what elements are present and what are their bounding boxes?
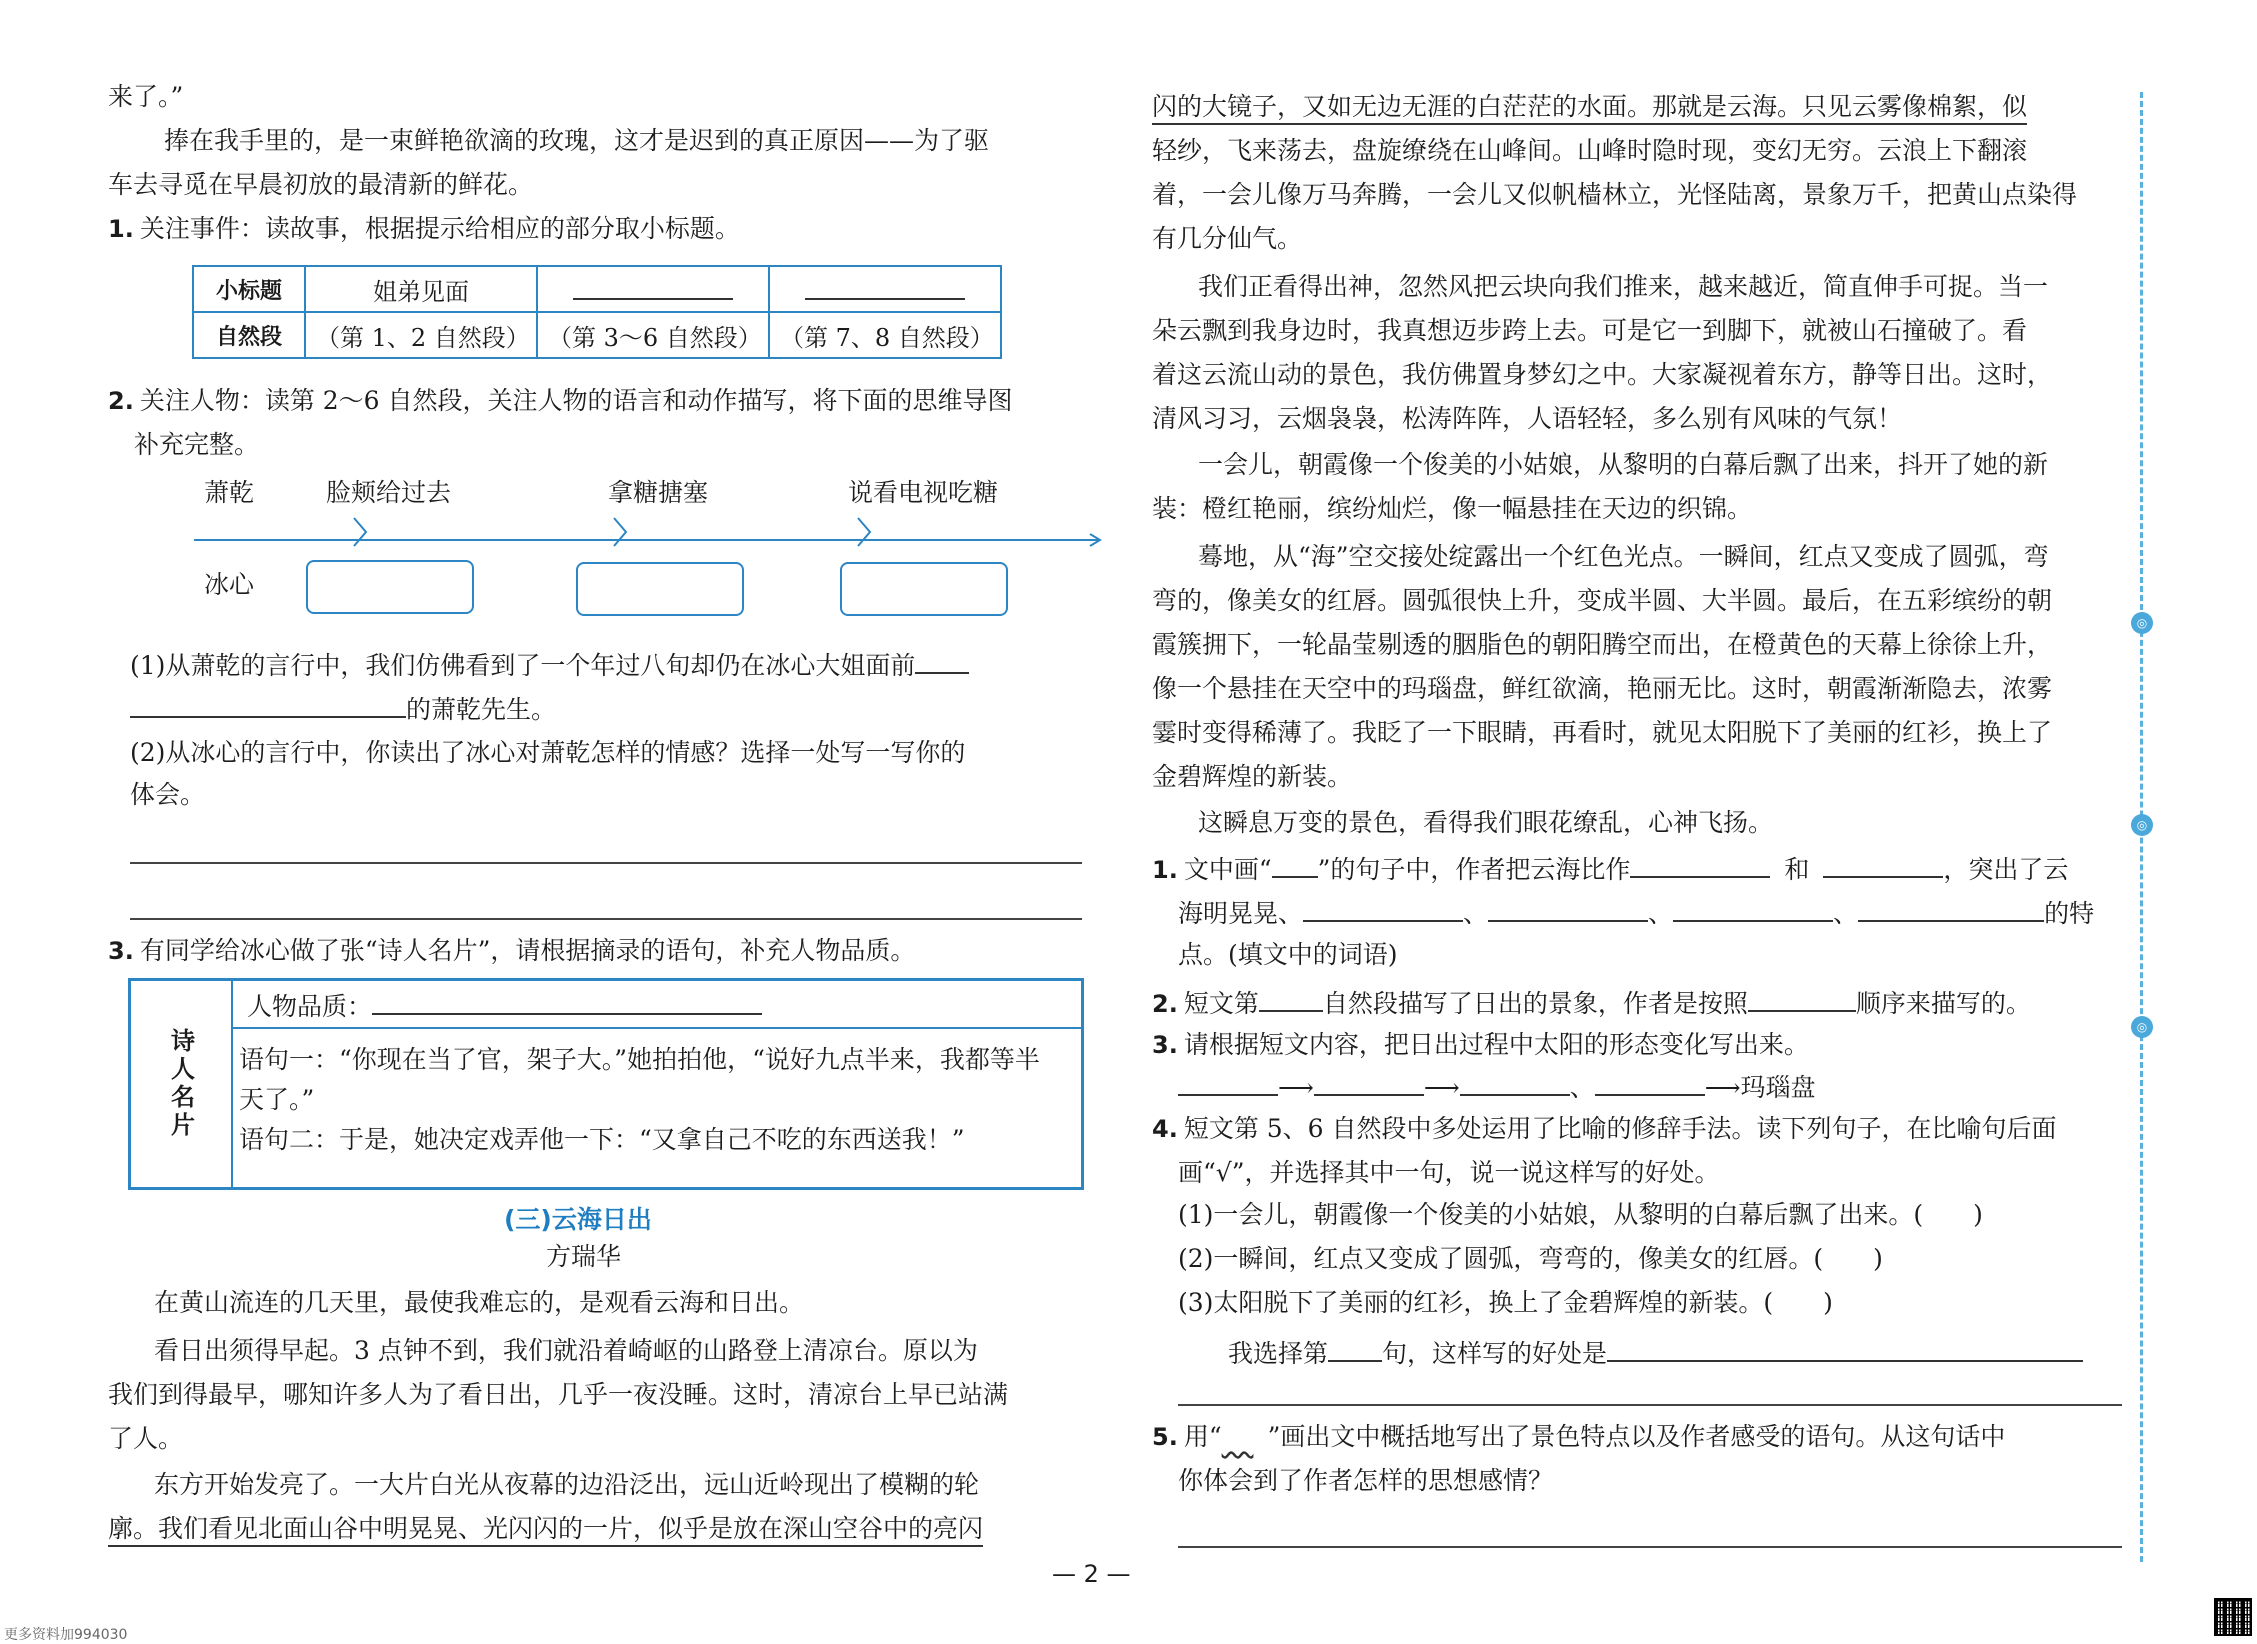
question-text: 画“√”，并选择其中一句，说一说这样写的好处。 bbox=[1178, 1158, 1720, 1187]
passage-line: 看日出须得早起。3 点钟不到，我们就沿着崎岖的山路登上清凉台。原以为 bbox=[154, 1336, 978, 1365]
mindmap-label-bingxin: 冰心 bbox=[204, 570, 255, 599]
poet-card bbox=[128, 978, 1084, 1190]
question-text: 补充完整。 bbox=[134, 430, 260, 459]
question-4 bbox=[1152, 1112, 2057, 1146]
sub-question-text: (1)从萧乾的言行中，我们仿佛看到了一个年过八旬却仍在冰心大姐面前 bbox=[130, 651, 916, 680]
question-text: 用“ bbox=[1183, 1422, 1222, 1451]
mindmap-item: 说看电视吃糖 bbox=[848, 478, 999, 507]
passage-line: 着这云流山动的景色，我仿佛置身梦幻之中。大家凝视着东方，静等日出。这时， bbox=[1152, 360, 2053, 389]
mindmap-answer-box[interactable] bbox=[306, 560, 474, 614]
sentence-option[interactable]: (1)一会儿，朝霞像一个俊美的小姑娘，从黎明的白幕后飘了出来。( ) bbox=[1178, 1200, 1983, 1229]
binding-dot-icon: ◎ bbox=[2131, 612, 2153, 634]
passage-line: 金碧辉煌的新装。 bbox=[1152, 762, 1353, 791]
sentence-option[interactable]: (3)太阳脱下了美丽的红衫，换上了金碧辉煌的新装。( ) bbox=[1178, 1288, 1833, 1317]
question-text: 、 bbox=[1463, 899, 1489, 928]
question-text: 自然段描写了日出的景象，作者是按照 bbox=[1322, 989, 1748, 1018]
question-1-cont bbox=[1178, 894, 2094, 931]
answer-blank[interactable] bbox=[1178, 1068, 1278, 1096]
passage-line: 霎时变得稀薄了。我眨了一下眼睛，再看时，就见太阳脱下了美丽的红衫，换上了 bbox=[1152, 718, 2053, 747]
question-number: 2. bbox=[1152, 990, 1178, 1018]
answer-blank[interactable] bbox=[1673, 894, 1833, 922]
arrow-icon: ⟶ bbox=[1704, 1073, 1741, 1102]
question-5 bbox=[1152, 1420, 2005, 1454]
passage-line: 蓦地，从“海”空交接处绽露出一个红色光点。一瞬间，红点又变成了圆弧，弯 bbox=[1198, 542, 2049, 571]
mindmap-answer-box[interactable] bbox=[840, 562, 1008, 616]
quote-2: 语句二：于是，她决定戏弄他一下：“又拿自己不吃的东西送我！” bbox=[239, 1125, 965, 1154]
question-text: 关注事件：读故事，根据提示给相应的部分取小标题。 bbox=[139, 214, 740, 243]
passage-line: 弯的，像美女的红唇。圆弧很快上升，变成半圆、大半圆。最后，在五彩缤纷的朝 bbox=[1152, 586, 2053, 615]
watermark: 更多资料加994030 bbox=[4, 1627, 128, 1643]
binding-dot-icon: ◎ bbox=[2131, 814, 2153, 836]
passage-line: 我们到得最早，哪知许多人为了看日出，几乎一夜没睡。这时，清凉台上早已站满 bbox=[108, 1380, 1009, 1409]
answer-blank[interactable] bbox=[1858, 894, 2044, 922]
mindmap-item: 拿糖搪塞 bbox=[608, 478, 709, 507]
question-text: 短文第 5、6 自然段中多处运用了比喻的修辞手法。读下列句子，在比喻句后面 bbox=[1183, 1114, 2057, 1143]
divider bbox=[231, 1027, 1081, 1029]
passage-line: 一会儿，朝霞像一个俊美的小姑娘，从黎明的白幕后飘了出来，抖开了她的新 bbox=[1198, 450, 2049, 479]
answer-blank[interactable] bbox=[1303, 894, 1463, 922]
separator: 、 bbox=[1569, 1073, 1595, 1102]
question-2 bbox=[1152, 984, 2031, 1021]
question-text: 和 bbox=[1784, 855, 1810, 884]
question-text: 你体会到了作者怎样的思想感情？ bbox=[1178, 1466, 1554, 1495]
table-cell: （第 7、8 自然段） bbox=[769, 312, 1001, 358]
passage-line: 在黄山流连的几天里，最使我难忘的，是观看云海和日出。 bbox=[154, 1288, 805, 1317]
question-number: 1. bbox=[1152, 856, 1178, 884]
passage-line: 车去寻觅在早晨初放的最清新的鲜花。 bbox=[108, 170, 534, 199]
section-title: (三)云海日出 bbox=[504, 1205, 652, 1234]
passage-line: 像一个悬挂在天空中的玛瑙盘，鲜红欲滴，艳丽无比。这时，朝霞渐渐隐去，浓雾 bbox=[1152, 674, 2053, 703]
passage-line: 轻纱，飞来荡去，盘旋缭绕在山峰间。山峰时隐时现，变幻无穷。云浪上下翻滚 bbox=[1152, 136, 2028, 165]
question-text: 文中画“ bbox=[1183, 855, 1272, 884]
passage-line: 朵云飘到我身边时，我真想迈步跨上去。可是它一到脚下，就被山石撞破了。看 bbox=[1152, 316, 2028, 345]
underlined-sentence: 闪的大镜子，又如无边无涯的白茫茫的水面。那就是云海。只见云雾像棉絮，似 bbox=[1152, 92, 2027, 125]
question-text: 句，这样写的好处是 bbox=[1382, 1339, 1608, 1368]
sun-sequence bbox=[1178, 1068, 1816, 1105]
quote-1-cont: 天了。” bbox=[239, 1085, 315, 1114]
mindmap-answer-box[interactable] bbox=[576, 562, 744, 616]
arrow-icon: ⟶ bbox=[1423, 1073, 1460, 1102]
sub-question bbox=[130, 690, 556, 727]
question-number: 4. bbox=[1152, 1115, 1178, 1143]
choose-line bbox=[1228, 1334, 2083, 1371]
page-number: — 2 — bbox=[1052, 1560, 1131, 1588]
table-cell: 姐弟见面 bbox=[305, 266, 537, 312]
answer-blank[interactable] bbox=[1328, 1334, 1382, 1362]
question-number: 5. bbox=[1152, 1423, 1178, 1451]
passage-line: 了人。 bbox=[108, 1424, 184, 1453]
author: 方瑞华 bbox=[546, 1242, 622, 1271]
passage-line: 我们正看得出神，忽然风把云块向我们推来，越来越近，简直伸手可捉。当一 bbox=[1198, 272, 2049, 301]
quote-1: 语句一：“你现在当了官，架子大。”她拍拍他，“说好九点半来，我都等半 bbox=[239, 1045, 1040, 1074]
table-cell: （第 3～6 自然段） bbox=[537, 312, 769, 358]
question-2 bbox=[108, 384, 1013, 418]
question-number: 3. bbox=[1152, 1031, 1178, 1059]
sub-question-text: 体会。 bbox=[130, 780, 206, 809]
question-text: 海明晃晃、 bbox=[1178, 899, 1304, 928]
question-text: 点。(填文中的词语) bbox=[1178, 940, 1398, 969]
question-text: 短文第 bbox=[1183, 989, 1259, 1018]
answer-blank-cell[interactable] bbox=[537, 266, 769, 312]
subtitle-table bbox=[192, 265, 1002, 359]
answer-blank[interactable] bbox=[1460, 1068, 1570, 1096]
table-head: 自然段 bbox=[193, 312, 305, 358]
answer-line[interactable] bbox=[130, 918, 1082, 920]
answer-blank[interactable] bbox=[1488, 894, 1648, 922]
question-text: ”的句子中，作者把云海比作 bbox=[1317, 855, 1631, 884]
question-text: ”画出文中概括地写出了景色特点以及作者感受的语句。从这句话中 bbox=[1267, 1422, 2006, 1451]
wavy-line-mark bbox=[1222, 1420, 1268, 1454]
question-text: 顺序来描写的。 bbox=[1855, 989, 2031, 1018]
answer-blank[interactable] bbox=[1259, 984, 1323, 1012]
question-1 bbox=[1152, 850, 2068, 887]
question-text: 我选择第 bbox=[1228, 1339, 1329, 1368]
question-text: 有同学给冰心做了张“诗人名片”，请根据摘录的语句，补充人物品质。 bbox=[139, 936, 916, 965]
quality-input[interactable] bbox=[372, 987, 762, 1015]
answer-blank[interactable] bbox=[130, 690, 406, 718]
question-number: 2. bbox=[108, 387, 134, 415]
quality-label: 人物品质： bbox=[247, 992, 373, 1021]
sentence-option[interactable]: (2)一瞬间，红点又变成了圆弧，弯弯的，像美女的红唇。( ) bbox=[1178, 1244, 1883, 1273]
question-text: ，突出了云 bbox=[1943, 855, 2069, 884]
answer-blank[interactable] bbox=[1314, 1068, 1424, 1096]
question-number: 3. bbox=[108, 937, 134, 965]
underlined-sentence: 廓。我们看见北面山谷中明晃晃、光闪闪的一片，似乎是放在深山空谷中的亮闪 bbox=[108, 1514, 983, 1547]
question-1 bbox=[108, 212, 740, 246]
answer-blank[interactable] bbox=[915, 646, 969, 674]
sequence-end: 玛瑙盘 bbox=[1740, 1073, 1816, 1102]
answer-line[interactable] bbox=[1178, 1404, 2122, 1406]
answer-blank[interactable] bbox=[1823, 850, 1943, 878]
answer-blank[interactable] bbox=[1607, 1334, 2083, 1362]
passage-line: 有几分仙气。 bbox=[1152, 224, 1303, 253]
question-text: 关注人物：读第 2～6 自然段，关注人物的语言和动作描写，将下面的思维导图 bbox=[139, 386, 1013, 415]
quality-field bbox=[247, 987, 762, 1024]
passage-line: 捧在我手里的，是一束鲜艳欲滴的玫瑰，这才是迟到的真正原因——为了驱 bbox=[164, 126, 990, 155]
question-text: 的特 bbox=[2044, 899, 2095, 928]
answer-blank bbox=[1272, 850, 1318, 878]
sub-question bbox=[130, 646, 969, 683]
table-head: 小标题 bbox=[193, 266, 305, 312]
question-3 bbox=[108, 934, 915, 968]
sub-question-text: 的萧乾先生。 bbox=[406, 695, 557, 724]
passage-line: 来了。” bbox=[108, 82, 184, 111]
answer-line[interactable] bbox=[1178, 1546, 2122, 1548]
question-3 bbox=[1152, 1028, 1809, 1062]
question-text: 、 bbox=[1648, 899, 1674, 928]
question-text: 、 bbox=[1833, 899, 1859, 928]
answer-blank[interactable] bbox=[1595, 1068, 1705, 1096]
mindmap-item: 脸颊给过去 bbox=[326, 478, 452, 507]
passage-line: 霞簇拥下，一轮晶莹剔透的胭脂色的朝阳腾空而出，在橙黄色的天幕上徐徐上升， bbox=[1152, 630, 2053, 659]
poet-card-label: 诗人名片 bbox=[131, 981, 233, 1187]
sub-question-text: (2)从冰心的言行中，你读出了冰心对萧乾怎样的情感？选择一处写一写你的 bbox=[130, 738, 966, 767]
answer-blank[interactable] bbox=[1748, 984, 1856, 1012]
passage-line: 清风习习，云烟袅袅，松涛阵阵，人语轻轻，多么别有风味的气氛！ bbox=[1152, 404, 1903, 433]
table-cell: （第 1、2 自然段） bbox=[305, 312, 537, 358]
answer-blank-cell[interactable] bbox=[769, 266, 1001, 312]
qr-code-icon bbox=[2214, 1598, 2252, 1636]
question-text: 请根据短文内容，把日出过程中太阳的形态变化写出来。 bbox=[1183, 1030, 1809, 1059]
passage-line: 东方开始发亮了。一大片白光从夜幕的边沿泛出，远山近岭现出了模糊的轮 bbox=[154, 1470, 980, 1499]
answer-line[interactable] bbox=[130, 862, 1082, 864]
passage-line bbox=[108, 1512, 983, 1546]
passage-line: 装：橙红艳丽，缤纷灿烂，像一幅悬挂在天边的织锦。 bbox=[1152, 494, 1753, 523]
arrow-icon: ⟶ bbox=[1278, 1073, 1314, 1102]
passage-line: 着，一会儿像万马奔腾，一会儿又似帆樯林立，光怪陆离，景象万千，把黄山点染得 bbox=[1152, 180, 2078, 209]
mindmap-label-xiaoqian: 萧乾 bbox=[204, 478, 255, 507]
answer-blank[interactable] bbox=[1630, 850, 1770, 878]
passage-line: 这瞬息万变的景色，看得我们眼花缭乱，心神飞扬。 bbox=[1198, 808, 1774, 837]
question-number: 1. bbox=[108, 215, 134, 243]
binding-dot-icon: ◎ bbox=[2131, 1016, 2153, 1038]
passage-line bbox=[1152, 90, 2027, 124]
